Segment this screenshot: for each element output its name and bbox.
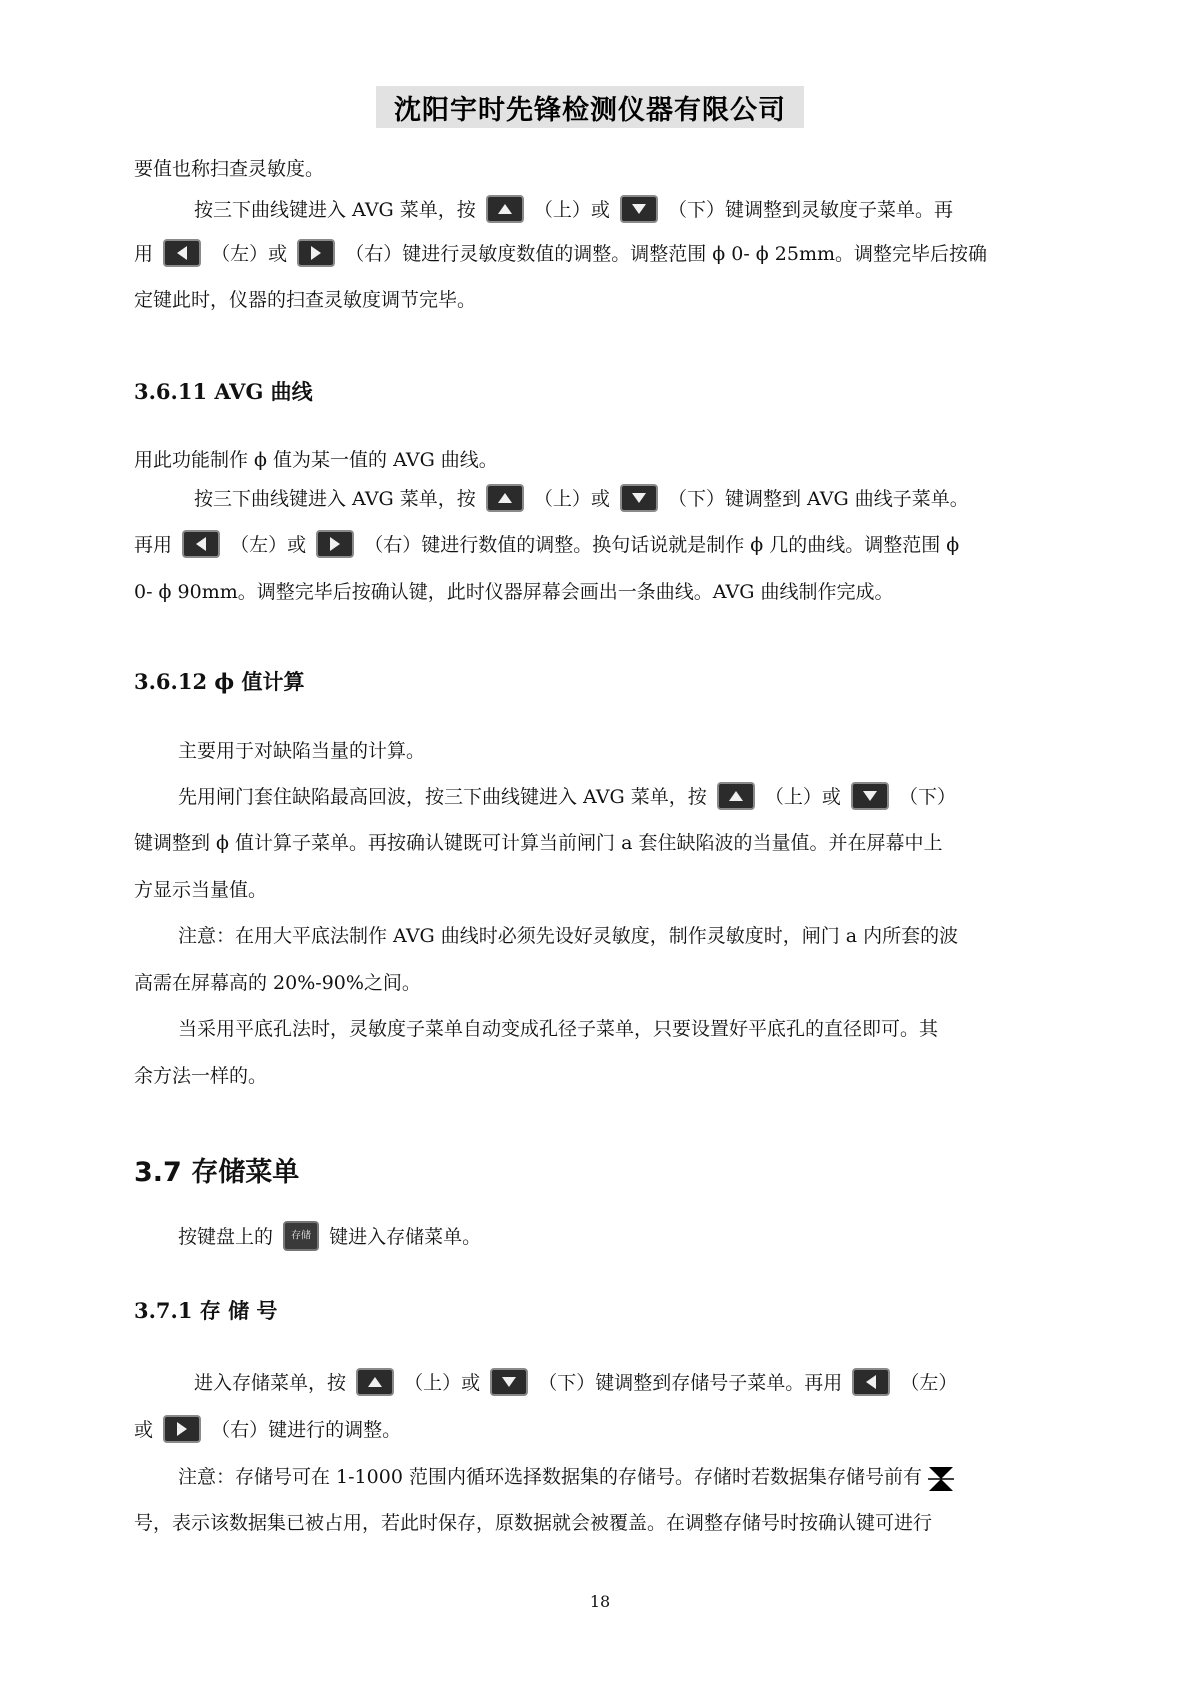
text: 按三下曲线键进入 AVG 菜单，按	[194, 199, 476, 221]
text: （上）或	[533, 199, 610, 221]
text: （左）	[900, 1372, 958, 1394]
up-arrow-key-icon	[486, 195, 524, 223]
text: 先用闸门套住缺陷最高回波，按三下曲线键进入 AVG 菜单，按	[178, 786, 707, 808]
text: 定键此时，仪器的扫查灵敏度调节完毕。	[134, 289, 477, 311]
section-heading: 3.6.12 ϕ 值计算	[134, 669, 305, 694]
paragraph	[134, 1360, 1038, 1407]
text: 0- ϕ 90mm。调整完毕后按确认键，此时仪器屏幕会画出一条曲线。AVG 曲线制作完成。	[134, 581, 894, 603]
paragraph-line	[134, 820, 1038, 867]
left-arrow-key-icon	[163, 239, 201, 267]
paragraph	[134, 913, 1038, 960]
text: 或	[134, 1419, 154, 1441]
chapter-heading: 3.7 存储菜单	[134, 1157, 300, 1188]
text: 按三下曲线键进入 AVG 菜单，按	[194, 488, 476, 510]
key-label: 存储	[291, 1230, 312, 1242]
paragraph-line	[134, 522, 1038, 569]
text: 高需在屏幕高的 20%-90%之间。	[134, 972, 421, 994]
paragraph-line	[134, 231, 1038, 278]
down-arrow-key-icon	[620, 195, 658, 223]
text: （上）或	[533, 488, 610, 510]
text: （左）或	[211, 243, 288, 265]
text: 注意：在用大平底法制作 AVG 曲线时必须先设好灵敏度，制作灵敏度时，闸门 a 内所套的波	[178, 925, 959, 947]
paragraph	[134, 1214, 1038, 1261]
store-key-icon	[283, 1221, 319, 1251]
paragraph-line	[134, 1053, 1038, 1100]
text: 按键盘上的	[178, 1226, 274, 1248]
text: 键进入存储菜单。	[329, 1226, 482, 1248]
left-arrow-key-icon	[182, 530, 220, 558]
down-arrow-key-icon	[620, 484, 658, 512]
text: 号，表示该数据集已被占用，若此时保存，原数据就会被覆盖。在调整存储号时按确认键可进行	[134, 1512, 933, 1534]
section-heading: 3.7.1 存 储 号	[134, 1298, 278, 1323]
text: 用	[134, 243, 154, 265]
down-arrow-key-icon	[490, 1368, 528, 1396]
paragraph	[134, 476, 1038, 523]
right-arrow-key-icon	[297, 239, 335, 267]
up-arrow-key-icon	[717, 782, 755, 810]
text: 键调整到 ϕ 值计算子菜单。再按确认键既可计算当前闸门 a 套住缺陷波的当量值。并在屏幕中上	[134, 832, 943, 854]
text: （下）	[898, 786, 956, 808]
paragraph	[134, 1006, 1038, 1053]
text: 用此功能制作 ϕ 值为某一值的 AVG 曲线。	[134, 449, 498, 471]
paragraph-line	[134, 569, 1038, 616]
text: 再用	[134, 534, 173, 556]
text: （上）或	[404, 1372, 481, 1394]
paragraph-line	[134, 1407, 1038, 1454]
text: 当采用平底孔法时，灵敏度子菜单自动变成孔径子菜单，只要设置好平底孔的直径即可。其	[178, 1018, 939, 1040]
text: 要值也称扫查灵敏度。	[134, 158, 325, 180]
right-arrow-key-icon	[316, 530, 354, 558]
company-header	[376, 86, 804, 128]
text: 余方法一样的。	[134, 1065, 268, 1087]
page-number: 18	[589, 1592, 611, 1611]
paragraph	[134, 1454, 1038, 1501]
text: （右）键进行灵敏度数值的调整。调整范围 ϕ 0- ϕ 25mm。调整完毕后按确	[345, 243, 987, 265]
paragraph-line	[134, 960, 1038, 1007]
text: （右）键进行的调整。	[211, 1419, 402, 1441]
text: （下）键调整到存储号子菜单。再用	[538, 1372, 843, 1394]
paragraph-line	[134, 277, 1038, 324]
down-arrow-key-icon	[851, 782, 889, 810]
text: （下）键调整到 AVG 曲线子菜单。	[667, 488, 969, 510]
up-arrow-key-icon	[356, 1368, 394, 1396]
text: 方显示当量值。	[134, 879, 268, 901]
paragraph	[134, 774, 1038, 821]
paragraph	[134, 187, 1038, 234]
hourglass-icon	[928, 1463, 954, 1489]
up-arrow-key-icon	[486, 484, 524, 512]
company-name: 沈阳宇时先锋检测仪器有限公司	[394, 94, 786, 126]
paragraph	[134, 146, 1038, 193]
text: 主要用于对缺陷当量的计算。	[178, 740, 426, 762]
paragraph	[134, 728, 1038, 775]
paragraph-line	[134, 1500, 1038, 1547]
text: （左）或	[230, 534, 307, 556]
text: 进入存储菜单，按	[194, 1372, 347, 1394]
text: （上）或	[764, 786, 841, 808]
text: （右）键进行数值的调整。换句话说就是制作 ϕ 几的曲线。调整范围 ϕ	[364, 534, 960, 556]
left-arrow-key-icon	[852, 1368, 890, 1396]
right-arrow-key-icon	[163, 1415, 201, 1443]
paragraph-line	[134, 867, 1038, 914]
section-heading: 3.6.11 AVG 曲线	[134, 379, 313, 404]
text: 注意：存储号可在 1-1000 范围内循环选择数据集的存储号。存储时若数据集存储号前有	[178, 1466, 922, 1488]
text: （下）键调整到灵敏度子菜单。再	[667, 199, 953, 221]
